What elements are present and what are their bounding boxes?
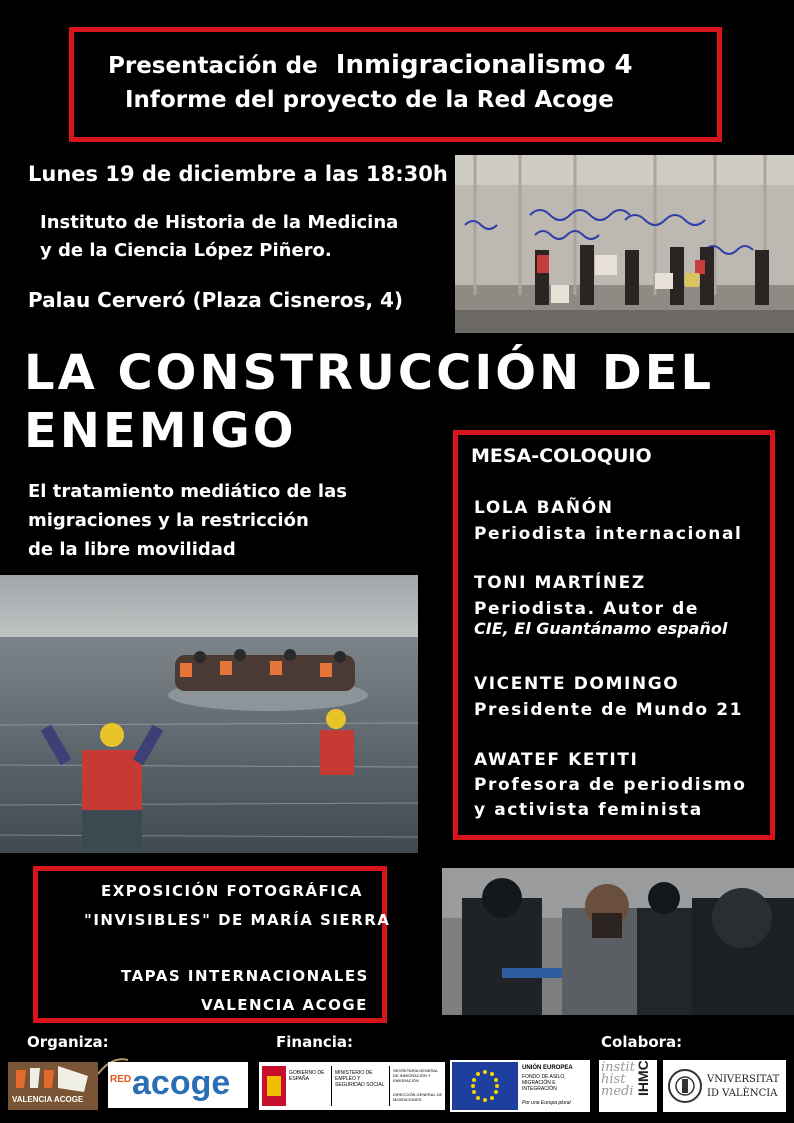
main-title-line2: ENEMIGO	[24, 403, 297, 459]
event-address: Palau Cerveró (Plaza Cisneros, 4)	[28, 288, 404, 312]
police-photo-graphic	[442, 868, 794, 1015]
eu-text-1: UNIÓN EUROPEA	[522, 1065, 573, 1071]
spain-coat-of-arms-icon	[262, 1066, 286, 1106]
ihmc-script-text: instit hist medi	[601, 1060, 635, 1099]
speaker-2-role: Periodista. Autor de	[474, 599, 700, 619]
valencia-acoge-logo	[8, 1062, 98, 1110]
speaker-3-role: Presidente de Mundo 21	[474, 700, 744, 720]
photo-border-wall	[455, 155, 794, 333]
extras-line4: VALENCIA ACOGE	[201, 996, 368, 1014]
header-book-title: Inmigracionalismo 4	[335, 50, 633, 80]
speaker-4-name: AWATEF KETITI	[474, 750, 639, 770]
universitat-valencia-logo	[663, 1060, 786, 1112]
footer-organiza-label: Organiza:	[27, 1033, 109, 1051]
red-acoge-logo	[108, 1062, 248, 1108]
header-line2: Informe del proyecto de la Red Acoge	[125, 87, 614, 113]
header-box	[69, 27, 722, 142]
speaker-1-role: Periodista internacional	[474, 524, 743, 544]
gov-text-3: SECRETARÍA GENERAL DE INMIGRACIÓN Y EMIGRACIÓN	[393, 1068, 439, 1083]
eu-text-3: Por una Europa plural	[522, 1100, 571, 1106]
valencia-acoge-text: VALENCIA ACOGE	[12, 1095, 84, 1104]
wall-photo-graphic	[455, 155, 794, 333]
event-date: Lunes 19 de diciembre a las 18:30h	[28, 162, 448, 186]
panel-heading: MESA-COLOQUIO	[471, 445, 652, 467]
footer-colabora-label: Colabora:	[601, 1033, 683, 1051]
main-title-line1: LA CONSTRUCCIÓN DEL	[24, 345, 715, 401]
subtitle-line1: El tratamiento mediático de las	[28, 481, 347, 502]
extras-line3: TAPAS INTERNACIONALES	[121, 967, 369, 985]
gov-text-2: MINISTERIO DE EMPLEO Y SEGURIDAD SOCIAL	[335, 1070, 385, 1088]
uv-text-1: VNIVERSITAT	[707, 1074, 780, 1085]
eu-flag-icon	[452, 1062, 518, 1110]
venue-line2: y de la Ciencia López Piñero.	[40, 240, 332, 261]
speaker-1-name: LOLA BAÑÓN	[474, 498, 614, 518]
red-acoge-red: RED	[110, 1074, 132, 1085]
gobierno-espana-logo	[259, 1062, 445, 1110]
union-europea-logo	[450, 1060, 590, 1112]
speaker-3-name: VICENTE DOMINGO	[474, 674, 680, 694]
venue-line1: Instituto de Historia de la Medicina	[40, 212, 399, 233]
photo-police-arrest	[442, 868, 794, 1015]
uv-seal-icon	[667, 1068, 703, 1104]
subtitle-line2: migraciones y la restricción	[28, 510, 309, 531]
uv-text-2: ID VALÈNCIA	[707, 1088, 778, 1099]
gov-text-4: DIRECCIÓN GENERAL DE MIGRACIONES	[393, 1092, 443, 1102]
subtitle-line3: de la libre movilidad	[28, 539, 236, 560]
photo-boat-rescue	[0, 575, 418, 853]
red-acoge-wordmark: acoge	[132, 1064, 231, 1102]
eu-text-2: FONDO DE ASILO, MIGRACIÓN E INTEGRACIÓN	[522, 1074, 566, 1092]
gov-text-1: GOBIERNO DE ESPAÑA	[289, 1070, 325, 1082]
footer-financia-label: Financia:	[276, 1033, 354, 1051]
header-prefix: Presentación de	[108, 53, 318, 79]
speaker-2-book: CIE, El Guantánamo español	[474, 619, 728, 638]
ihmc-text: IHMC	[635, 1060, 651, 1096]
boat-photo-graphic	[0, 575, 418, 853]
speaker-4-role2: y activista feminista	[474, 800, 703, 820]
ihmc-logo	[599, 1060, 657, 1112]
extras-line1: EXPOSICIÓN FOTOGRÁFICA	[101, 882, 363, 900]
header-line1	[108, 50, 633, 80]
speaker-4-role: Profesora de periodismo	[474, 775, 747, 795]
extras-line2: "INVISIBLES" DE MARÍA SIERRA	[84, 911, 391, 929]
speaker-2-name: TONI MARTÍNEZ	[474, 573, 646, 593]
